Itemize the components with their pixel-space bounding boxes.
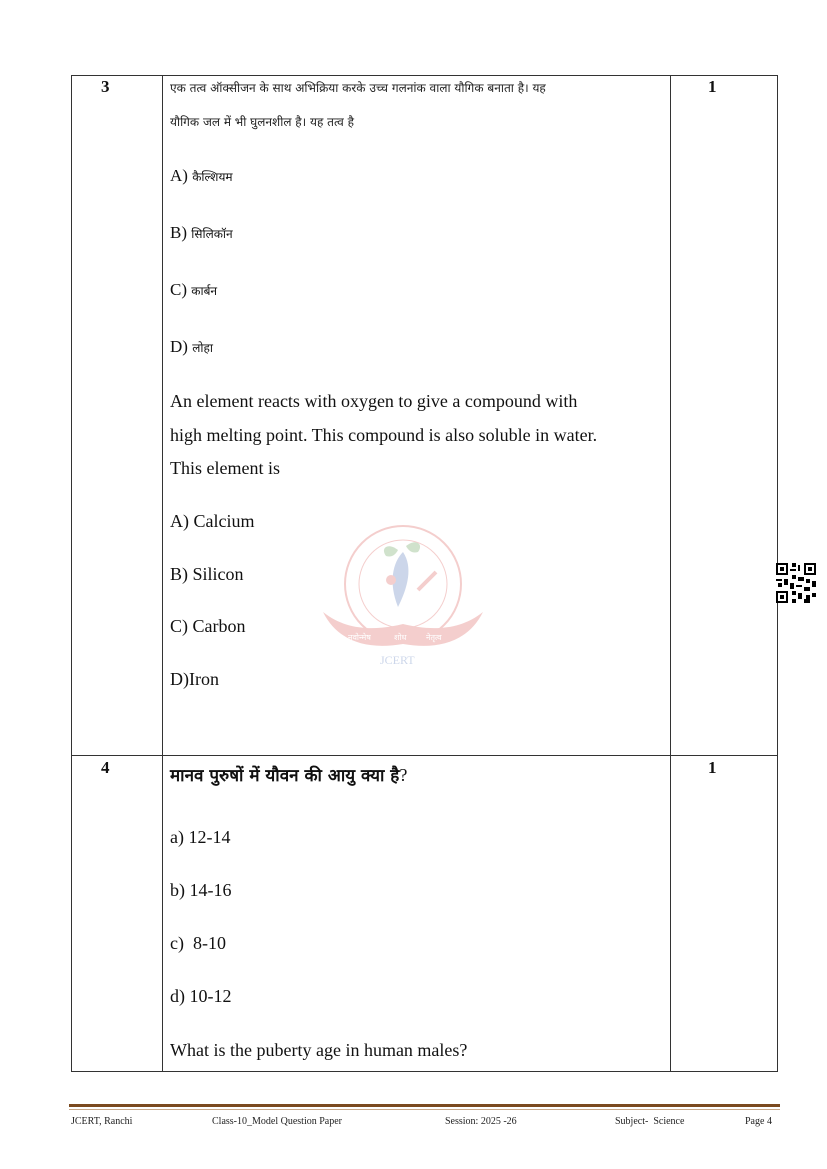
watermark-motto-left: नवोन्मेष [348, 633, 371, 642]
option-text: कार्बन [191, 284, 218, 298]
question-marks: 1 [708, 758, 717, 777]
hindi-option-a [170, 166, 233, 186]
column-divider-marks [670, 75, 671, 1072]
hindi-option-b [170, 223, 233, 243]
footer-session: Session: 2025 -26 [445, 1116, 517, 1127]
english-question: What is the puberty age in human males? [170, 1040, 468, 1060]
english-question-line-2: high melting point. This compound is also soluble in water. [170, 425, 598, 445]
hindi-question [170, 763, 407, 786]
watermark-motto-mid: शोध [394, 633, 407, 642]
option-b: b) 14-16 [170, 880, 232, 900]
option-text: लोहा [192, 341, 213, 355]
english-option-c: C) Carbon [170, 616, 246, 636]
footer-paper: Class-10_Model Question Paper [212, 1116, 342, 1127]
hindi-question-line-2: यौगिक जल में भी घुलनशील है। यह तत्व है [170, 115, 355, 129]
english-option-d: D)Iron [170, 669, 219, 689]
row-divider [71, 755, 778, 756]
hindi-option-d [170, 337, 213, 357]
question-number: 3 [101, 77, 110, 96]
english-option-b: B) Silicon [170, 564, 244, 584]
watermark-label: JCERT [380, 653, 415, 667]
option-text: कैल्शियम [192, 170, 233, 184]
hindi-option-c [170, 280, 217, 300]
question-marks: 1 [708, 77, 717, 96]
column-divider-number [162, 75, 163, 1072]
question-number: 4 [101, 758, 110, 777]
option-c: c) 8-10 [170, 933, 226, 953]
option-d: d) 10-12 [170, 986, 232, 1006]
option-a: a) 12-14 [170, 827, 231, 847]
table-bottom-border [71, 1071, 778, 1072]
english-question-line-3: This element is [170, 458, 280, 478]
english-question-line-1: An element reacts with oxygen to give a compound with [170, 391, 578, 411]
hindi-question-text: मानव पुरुषों में यौवन की आयु क्या है [170, 766, 400, 786]
option-label: D) [170, 337, 188, 356]
option-label: A) [170, 166, 188, 185]
hindi-question-line-1: एक तत्व ऑक्सीजन के साथ अभिक्रिया करके उच्च गलनांक वाला यौगिक बनाता है। यह [170, 81, 546, 95]
footer-org: JCERT, Ranchi [71, 1116, 133, 1127]
footer-subject: Subject- Science [615, 1116, 685, 1127]
jcert-watermark-logo [318, 512, 488, 672]
english-option-a: A) Calcium [170, 511, 255, 531]
qr-code-icon [776, 563, 816, 603]
table-left-border [71, 75, 72, 1072]
watermark-motto-right: नेतृत्व [426, 633, 442, 642]
table-top-border [71, 75, 778, 76]
question-mark: ? [399, 765, 408, 785]
option-label: B) [170, 223, 187, 242]
footer-page-number: Page 4 [745, 1116, 772, 1127]
footer-rule-thin [69, 1109, 780, 1110]
footer-rule [69, 1104, 780, 1107]
option-text: सिलिकॉन [191, 227, 233, 241]
option-label: C) [170, 280, 187, 299]
